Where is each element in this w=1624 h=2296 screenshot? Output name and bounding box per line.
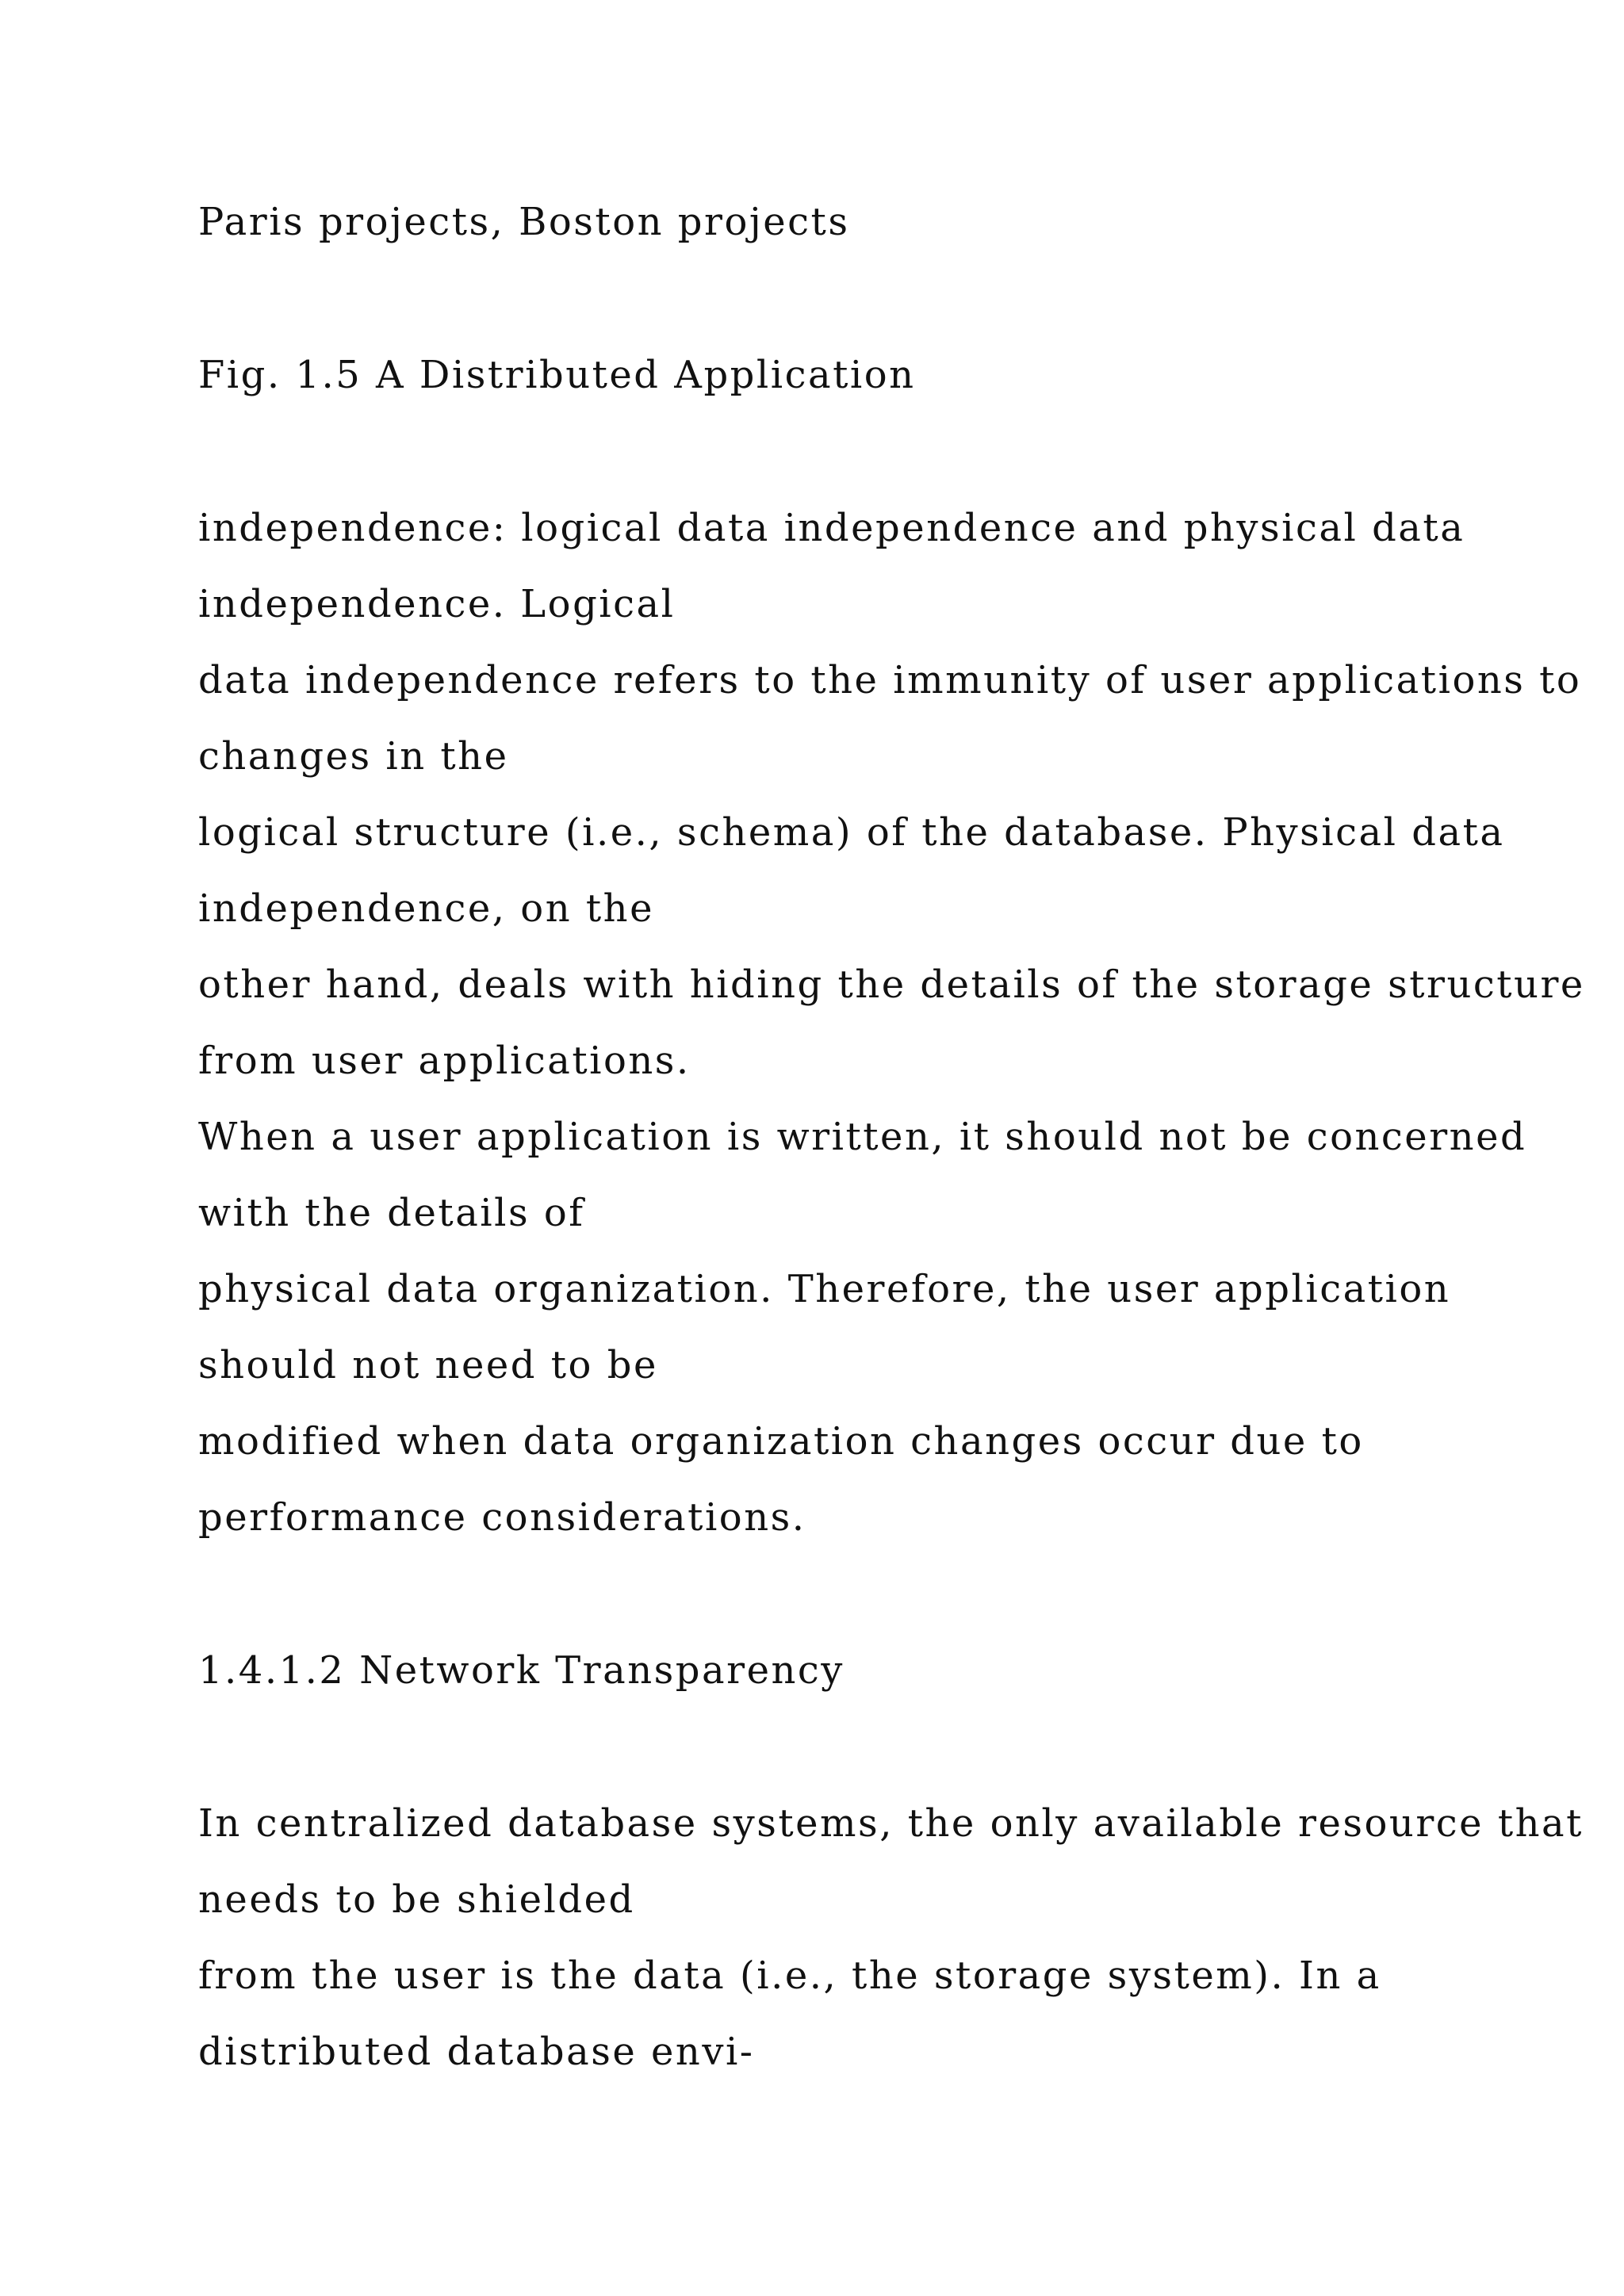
text-line: changes in the	[198, 734, 509, 779]
text-line: independence, on the	[198, 886, 654, 931]
text-line: independence. Logical	[198, 582, 676, 626]
text-line: independence: logical data independence and physical data	[198, 506, 1465, 550]
text-line: modified when data organization changes occur due to	[198, 1419, 1364, 1464]
text-line: with the details of	[198, 1191, 585, 1235]
text-line: logical structure (i.e., schema) of the database. Physical data	[198, 810, 1505, 855]
text-line: data independence refers to the immunity of user applications to	[198, 658, 1582, 702]
section-heading: 1.4.1.2 Network Transparency	[198, 1648, 845, 1693]
text-line: other hand, deals with hiding the details of the storage structure	[198, 962, 1585, 1007]
text-line: from the user is the data (i.e., the storage system). In a	[198, 1954, 1381, 1998]
text-line: In centralized database systems, the only available resource that	[198, 1801, 1584, 1846]
text-line: physical data organization. Therefore, the user application	[198, 1267, 1451, 1311]
text-line: When a user application is written, it should not be concerned	[198, 1115, 1527, 1159]
text-line: from user applications.	[198, 1039, 691, 1083]
text-line: performance considerations.	[198, 1495, 806, 1540]
text-line: distributed database envi-	[198, 2030, 755, 2074]
figure-caption: Fig. 1.5 A Distributed Application	[198, 353, 916, 397]
text-line: Paris projects, Boston projects	[198, 200, 850, 244]
text-line: needs to be shielded	[198, 1877, 635, 1922]
text-line: should not need to be	[198, 1343, 658, 1387]
